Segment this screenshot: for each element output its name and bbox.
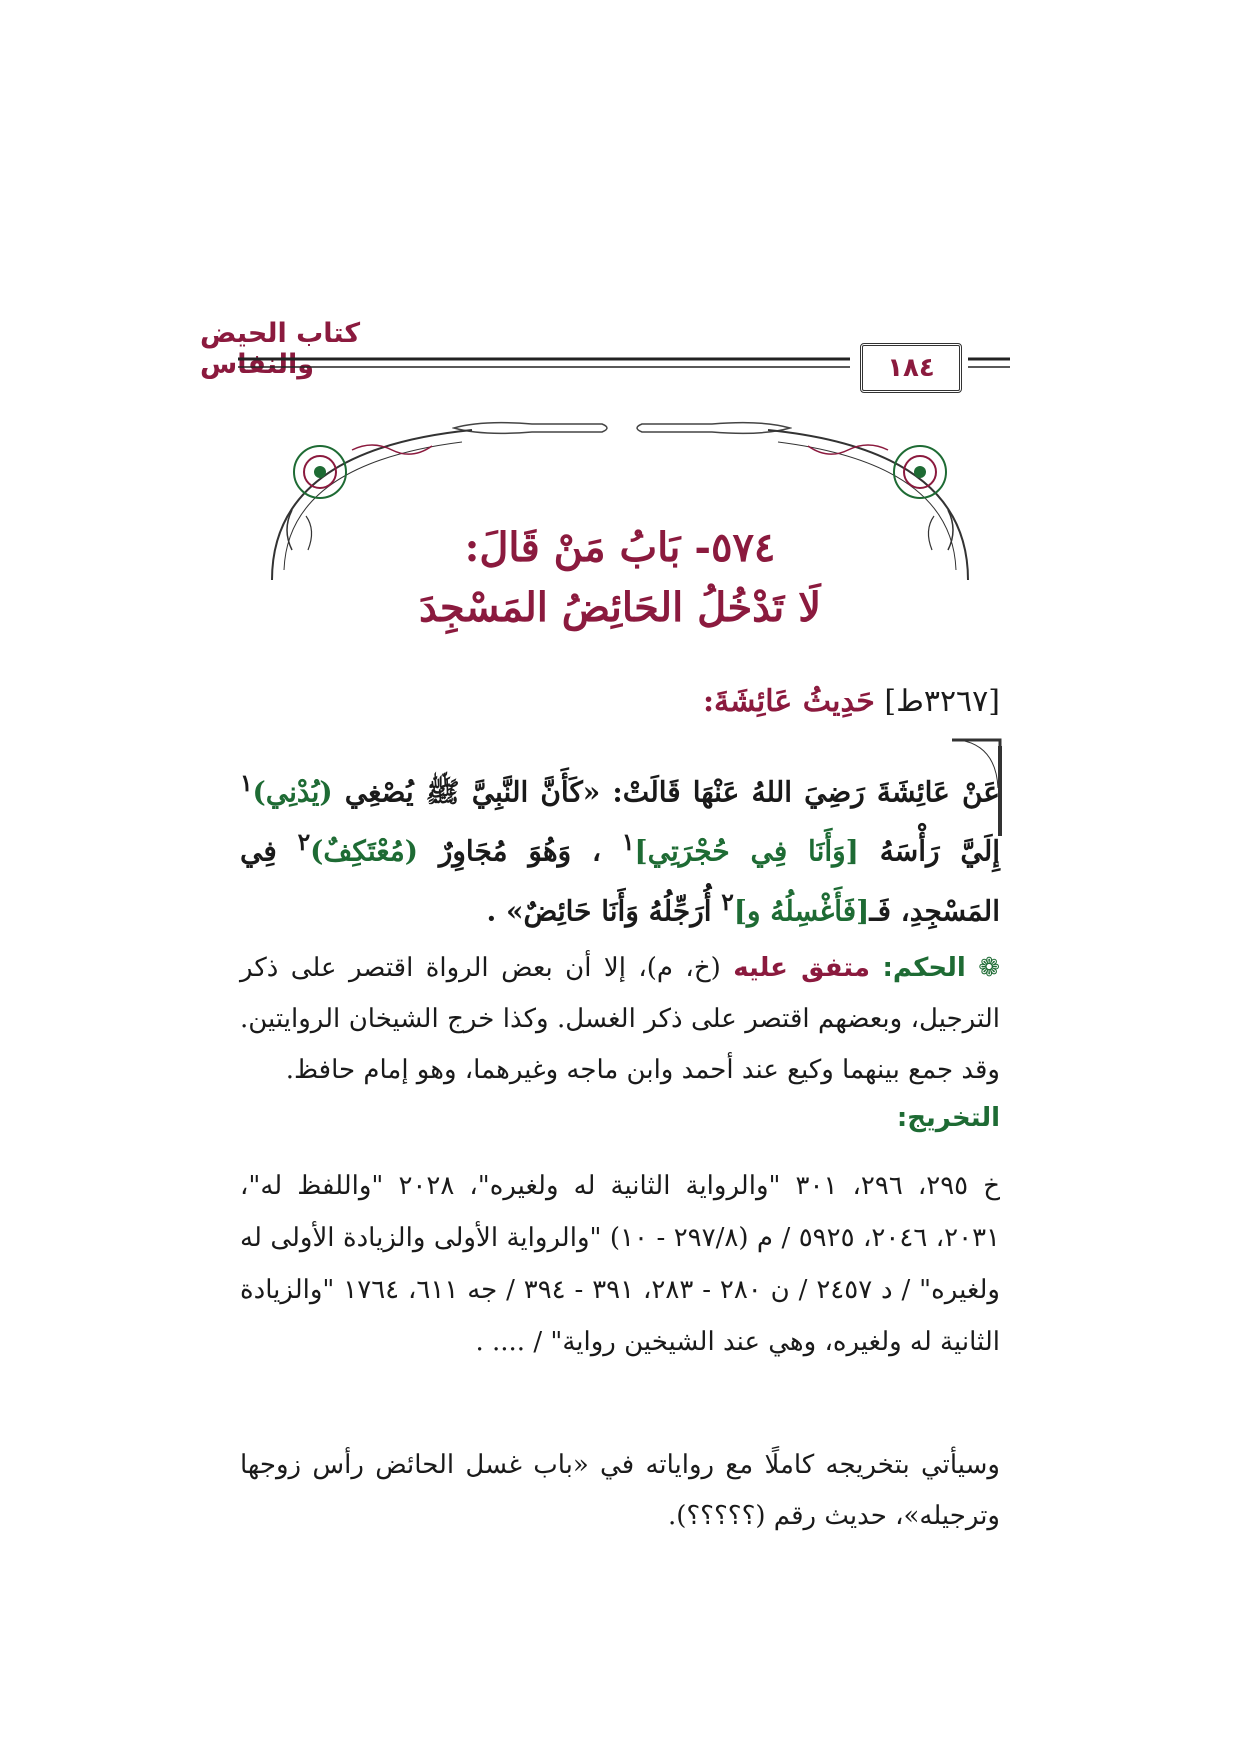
hadith-heading: [240, 684, 1000, 719]
quote-mid-2: ، وَهُوَ مُجَاوِرٌ: [438, 834, 602, 868]
footnote-marker-2: ١: [621, 828, 635, 857]
chapter-title-line2: لَا تَدْخُلُ الحَائِضُ المَسْجِدَ: [418, 584, 822, 631]
chapter-title-line1: ٥٧٤- بَابُ مَنْ قَالَ:: [464, 524, 776, 571]
top-divider-ornament: [452, 418, 792, 438]
takhrij-heading: التخريج:: [896, 1103, 1000, 1133]
book-title: كتاب الحيض والنفاس: [200, 318, 361, 380]
ruling-paragraph: [240, 943, 1000, 1096]
ruling-text: (خ، م)، إلا أن بعض الرواة اقتصر على ذكر الترجيل، وبعضهم اقتصر على ذكر الغسل. وكذا خرج الشيخان الروايتين. وقد جمع بينهما وكيع عند أحمد وابن ماجه وغيرهما، وهو إمام حافظ.: [240, 953, 1000, 1085]
variant-reading-2: (مُعْتَكِفٌ): [310, 834, 419, 868]
addition-bracket-2: [فَأَغْسِلُهُ و]: [733, 893, 870, 927]
footnote-marker-4: ٢: [721, 887, 734, 916]
ruling-value: متفق عليه: [733, 953, 871, 983]
quote-mid-3: فِي المَسْجِدِ، فَـ: [240, 834, 1000, 927]
quote-tail: أُرَجِّلُهُ وَأَنَا حَائِضٌ» .: [486, 893, 712, 927]
hadith-id: [٣٢٦٧ط]: [884, 684, 1000, 719]
quote-lead: عَنْ عَائِشَةَ رَضِيَ اللهُ عَنْهَا قَالَتْ: «كَأَنَّ النَّبِيَّ ﷺ يُصْغِي: [344, 775, 1001, 809]
footnote-marker-3: ٢: [297, 828, 311, 857]
hadith-text: [240, 758, 1000, 936]
addition-bracket-1: [وَأَنَا فِي حُجْرَتِي]: [634, 834, 859, 868]
variant-reading-1: (يُدْنِي): [252, 775, 333, 809]
flower-ornament-icon: ❁: [978, 953, 1001, 983]
quote-mid-1: إِلَيَّ رَأْسَهُ: [879, 834, 1001, 868]
hadith-title: حَدِيثُ عَائِشَةَ:: [702, 684, 875, 719]
closing-paragraph: وسيأتي بتخريجه كاملًا مع رواياته في «باب غسل الحائض رأس زوجها وترجيله»، حديث رقم (؟؟؟؟؟).: [240, 1450, 1000, 1531]
page-number: ١٨٤: [860, 343, 962, 393]
ruling-label: الحكم:: [882, 953, 966, 983]
takhrij-body: خ ٢٩٥، ٢٩٦، ٣٠١ "والرواية الثانية له ولغيره"، ٢٠٢٨ "واللفظ له"، ٢٠٣١، ٢٠٤٦، ٥٩٢٥ / م (٢٩٧/٨ - ١٠) "والرواية الأولى والزيادة الأولى له ولغيره" / د ٢٤٥٧ / ن ٢٨٠ - ٢٨٣، ٣٩١ - ٣٩٤ / جه ٦١١، ١٧٦٤ "والزيادة الثانية له ولغيره، وهي عند الشيخين رواية" / .... .: [240, 1171, 1000, 1357]
footnote-marker-1: ١: [240, 769, 253, 797]
